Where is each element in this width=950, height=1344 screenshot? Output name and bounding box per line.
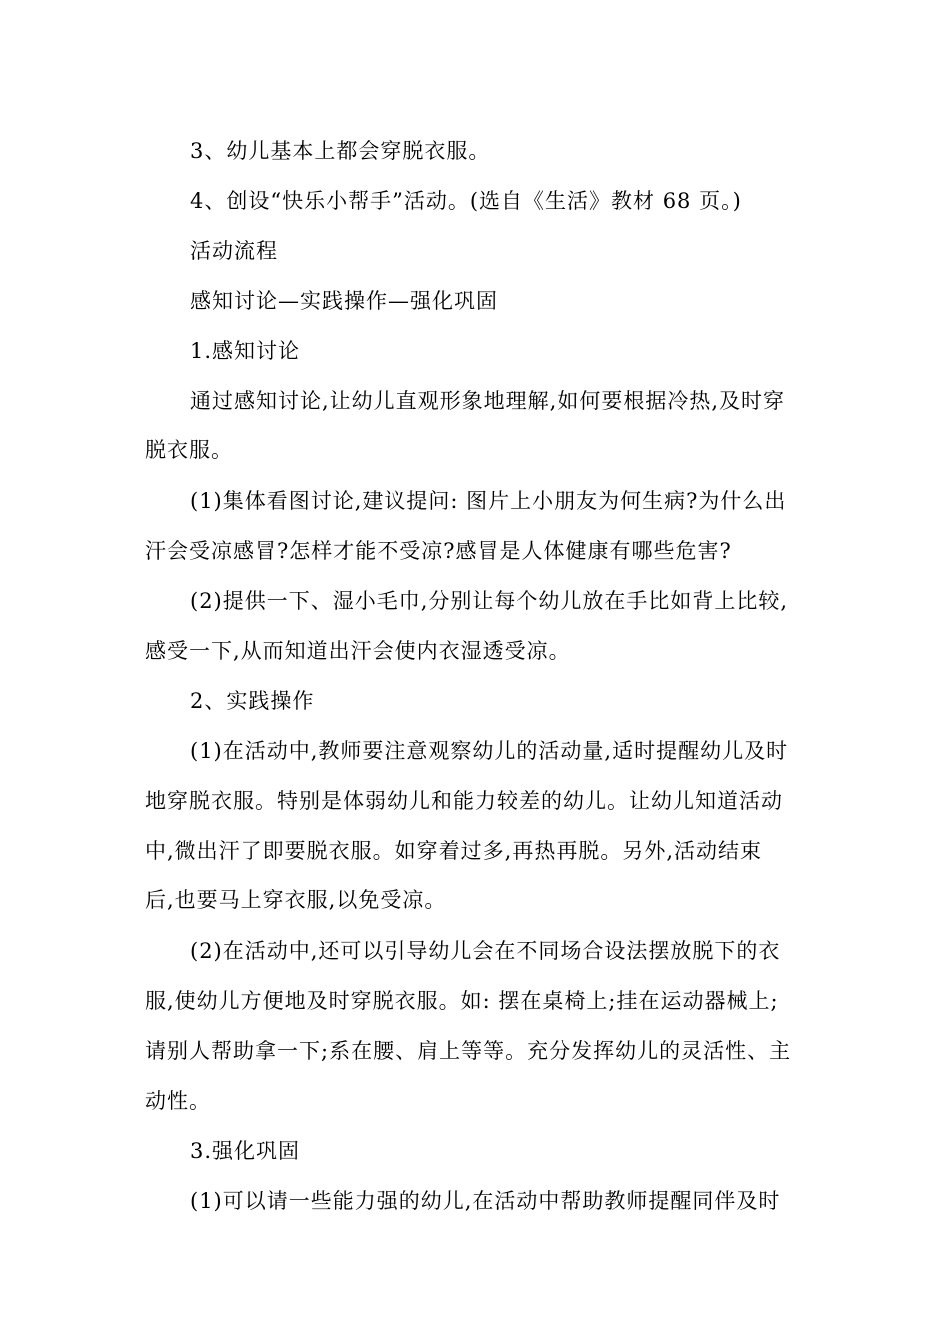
text-line: (1)在活动中,教师要注意观察幼儿的活动量,适时提醒幼儿及时 — [190, 739, 789, 763]
text-line: 汗会受凉感冒?怎样才能不受凉?感冒是人体健康有哪些危害? — [145, 539, 732, 563]
section-heading: 2、实践操作 — [190, 689, 315, 713]
text-line: 地穿脱衣服。特别是体弱幼儿和能力较差的幼儿。让幼儿知道活动 — [145, 789, 783, 813]
section-heading: 1.感知讨论 — [190, 339, 301, 363]
text-line: 感知讨论—实践操作—强化巩固 — [190, 289, 498, 313]
text-line: 3、幼儿基本上都会穿脱衣服。 — [190, 139, 491, 163]
text-line: 脱衣服。 — [145, 438, 233, 462]
section-heading: 3.强化巩固 — [190, 1139, 301, 1163]
text-line: (1)集体看图讨论,建议提问: 图片上小朋友为何生病?为什么出 — [190, 489, 787, 513]
text-line: 感受一下,从而知道出汗会使内衣湿透受凉。 — [145, 639, 571, 663]
text-line: 中,微出汗了即要脱衣服。如穿着过多,再热再脱。另外,活动结束 — [145, 839, 763, 863]
text-line: 4、创设“快乐小帮手”活动。(选自《生活》教材 68 页。) — [190, 189, 742, 213]
text-line: (2)在活动中,还可以引导幼儿会在不同场合设法摆放脱下的衣 — [190, 939, 781, 963]
text-line: (1)可以请一些能力强的幼儿,在活动中帮助教师提醒同伴及时 — [190, 1189, 781, 1213]
text-line: (2)提供一下、湿小毛巾,分别让每个幼儿放在手比如背上比较, — [190, 589, 789, 613]
text-line: 动性。 — [145, 1089, 211, 1113]
section-heading: 活动流程 — [190, 239, 278, 263]
text-line: 后,也要马上穿衣服,以免受凉。 — [145, 888, 447, 912]
text-line: 服,使幼儿方便地及时穿脱衣服。如: 摆在桌椅上;挂在运动器械上; — [145, 989, 779, 1013]
text-line: 通过感知讨论,让幼儿直观形象地理解,如何要根据冷热,及时穿 — [190, 389, 786, 413]
text-line: 请别人帮助拿一下;系在腰、肩上等等。充分发挥幼儿的灵活性、主 — [145, 1039, 792, 1063]
